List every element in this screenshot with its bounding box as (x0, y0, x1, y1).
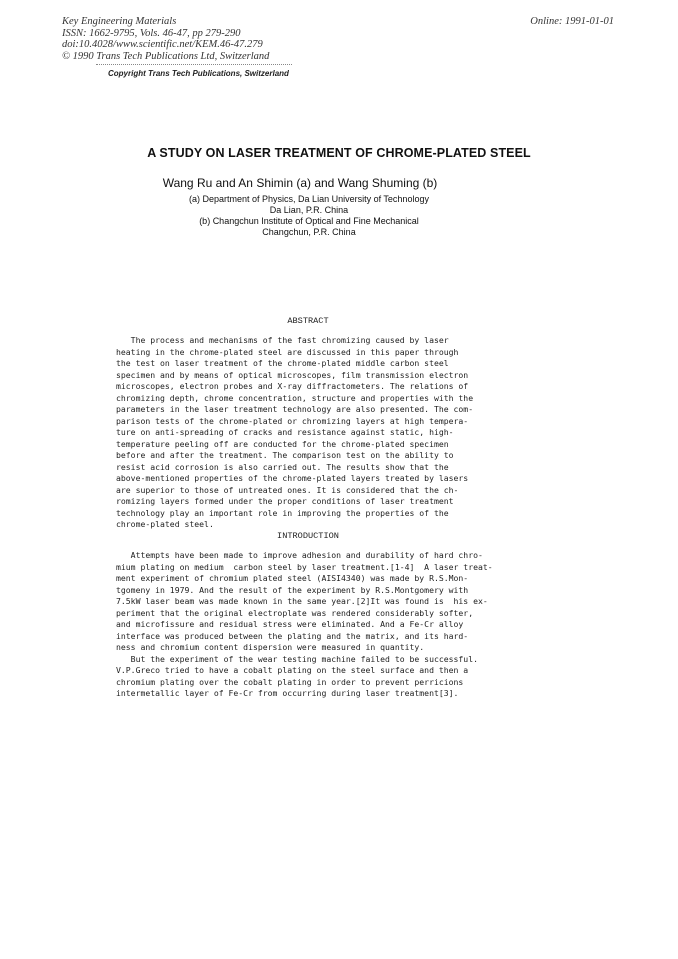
publication-meta (62, 16, 269, 62)
copyright-line: Copyright Trans Tech Publications, Switzerland (108, 69, 289, 78)
text-line: romizing layers formed under the proper conditions of laser treatment (116, 496, 454, 506)
online-date: Online: 1991-01-01 (530, 16, 614, 27)
text-line: tgomeny in 1979. And the result of the experiment by R.S.Montgomery with (116, 584, 469, 595)
text-line: microscopes, electron probes and X-ray diffractometers. The relations of (116, 381, 469, 391)
text-line: heating in the chrome-plated steel are discussed in this paper through (116, 346, 459, 357)
text-line: 7.5kW laser beam was made known in the same year.[2]It was found is his ex- (116, 596, 488, 606)
introduction-body (116, 550, 493, 700)
text-line: Attempts have been made to improve adhesion and durability of hard chro- (116, 550, 483, 560)
text-line: resist acid corrosion is also carried out. The results show that the (116, 461, 449, 472)
text-line: ness and chromium content dispersion were measured in quantity. (116, 642, 425, 652)
text-line: V.P.Greco tried to have a cobalt plating on the steel surface and then a (116, 665, 469, 675)
abstract-body (116, 335, 473, 531)
affiliation-line: Da Lian, P.R. China (269, 205, 349, 215)
text-line: before and after the treatment. The comparison test on the ability to (116, 450, 454, 460)
publisher-line: © 1990 Trans Tech Publications Ltd, Switzerland (62, 50, 270, 62)
author-list: Wang Ru and An Shimin (a) and Wang Shuming (b) (162, 176, 438, 190)
journal-name: Key Engineering Materials (62, 16, 177, 27)
text-line: ture on anti-spreading of cracks and resistance against static, high- (116, 427, 454, 437)
text-line: specimen and by means of optical microscopes, film transmission electron (116, 369, 469, 380)
text-line: parison tests of the chrome-plated or chromizing layers at high tempera- (116, 415, 469, 426)
abstract-heading: ABSTRACT (287, 316, 329, 326)
text-line: chromium plating over the cobalt plating in order to prevent perricions (116, 676, 464, 687)
scan-artifact (96, 64, 292, 67)
text-line: parameters in the laser treatment technology are also presented. The com- (116, 404, 474, 414)
affiliation-line: Changchun, P.R. China (262, 227, 356, 237)
text-line: are superior to those of untreated ones. It is considered that the ch- (116, 484, 459, 495)
affiliation-line: (b) Changchun Institute of Optical and Fine Mechanical (199, 216, 419, 226)
text-line: above-mentioned properties of the chrome-plated layers treated by lasers (116, 473, 469, 483)
introduction-heading: INTRODUCTION (277, 531, 339, 541)
text-line: technology play an important role in improving the properties of the (116, 507, 449, 518)
paper-title: A STUDY ON LASER TREATMENT OF CHROME-PLATED STEEL (147, 146, 531, 160)
affiliation-line: (a) Department of Physics, Da Lian University of Technology (189, 194, 429, 204)
text-line: intermetallic layer of Fe-Cr from occurring during laser treatment[3]. (116, 688, 459, 698)
doi-link[interactable]: doi:10.4028/www.scientific.net/KEM.46-47.279 (62, 39, 263, 51)
text-line: the test on laser treatment of the chrome-plated middle carbon steel (116, 358, 449, 368)
text-line: temperature peeling off are conducted for the chrome-plated specimen (116, 438, 449, 449)
text-line: chrome-plated steel. (116, 519, 214, 529)
text-line: and microfissure and residual stress were eliminated. And a Fe-Cr alloy (116, 619, 464, 629)
issn-line: ISSN: 1662-9795, Vols. 46-47, pp 279-290 (62, 27, 241, 39)
text-line: interface was produced between the plating and the matrix, and its hard- (116, 630, 469, 641)
text-line: But the experiment of the wear testing machine failed to be successful. (116, 653, 478, 664)
text-line: mium plating on medium carbon steel by laser treatment.[1-4] A laser treat- (116, 561, 493, 572)
text-line: ment experiment of chromium plated steel (AISI4340) was made by R.S.Mon- (116, 573, 469, 583)
text-line: chromizing depth, chrome concentration, structure and properties with the (116, 392, 474, 403)
text-line: periment that the original electroplate was rendered considerably softer, (116, 607, 474, 618)
text-line: The process and mechanisms of the fast chromizing caused by laser (116, 335, 449, 345)
affiliations (0, 194, 618, 238)
